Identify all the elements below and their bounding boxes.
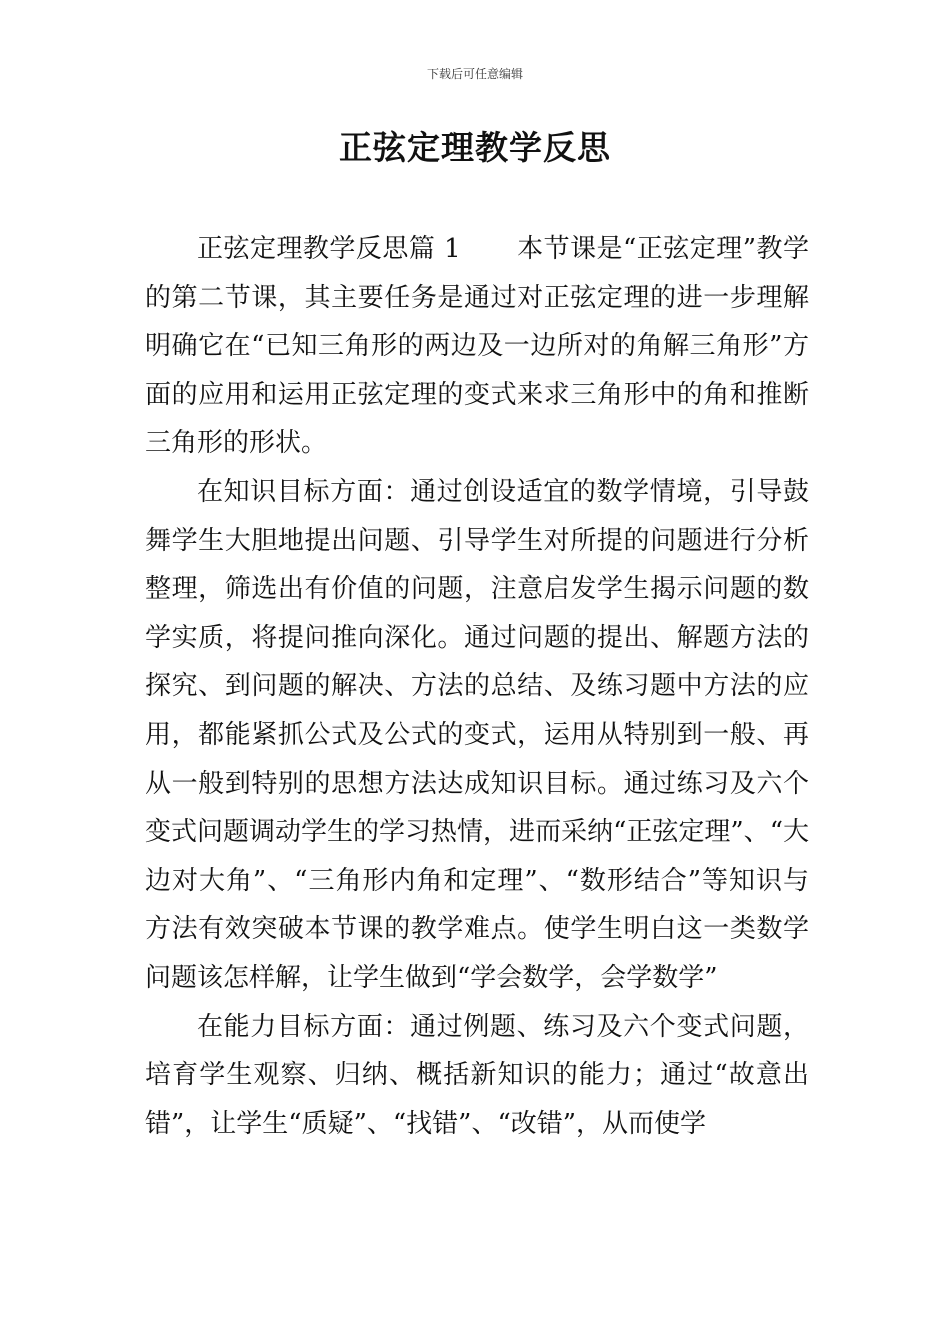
document-title: 正弦定理教学反思 <box>339 128 611 167</box>
paragraph-ability-goals: 在能力目标方面：通过例题、练习及六个变式问题，培育学生观察、归纳、概括新知识的能力；通过“故意出错”，让学生“质疑”、“找错”、“改错”，从而使学 <box>145 1011 809 1139</box>
document-body <box>145 225 809 1148</box>
intro-text: 本节课是“正弦定理”教学的第二节课，其主要任务是通过对正弦定理的进一步理解明确它在“已知三角形的两边及一边所对的角解三角形”方面的应用和运用正弦定理的变式来求三角形中的角和推断三角形的形状。 <box>145 234 809 459</box>
paragraph-intro <box>145 225 809 468</box>
section-label: 正弦定理教学反思篇 1 <box>197 234 461 264</box>
header-note: 下载后可任意编辑 <box>426 67 523 81</box>
paragraph-knowledge-goals: 在知识目标方面：通过创设适宜的数学情境，引导鼓舞学生大胆地提出问题、引导学生对所提的问题进行分析整理，筛选出有价值的问题，注意启发学生揭示问题的数学实质，将提问推向深化。通过问题的提出、解题方法的探究、到问题的解决、方法的总结、及练习题中方法的应用，都能紧抓公式及公式的变式，运用从特别到一般、再从一般到特别的思想方法达成知识目标。通过练习及六个变式问题调动学生的学习热情，进而采纳“正弦定理”、“大边对大角”、“三角形内角和定理”、“数形结合”等知识与方法有效突破本节课的教学难点。使学生明白这一类数学问题该怎样解，让学生做到“学会数学，会学数学” <box>145 476 809 993</box>
